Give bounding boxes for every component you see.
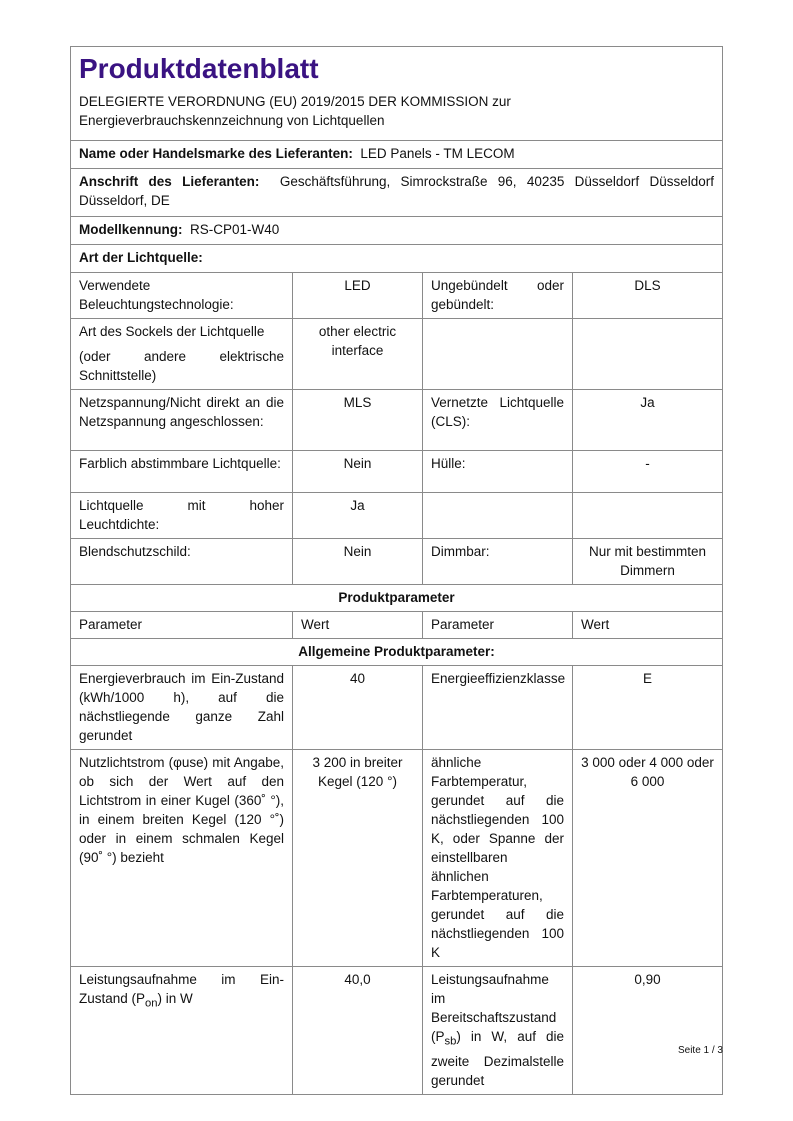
value-cell: - xyxy=(573,451,723,493)
value-cell: other electric interface xyxy=(293,319,423,390)
supplier-address-value: Geschäftsführung, Simrockstraße 96, 40235 Düsseldorf Düsseldorf Düsseldorf, DE xyxy=(79,174,714,208)
value-cell: 40,0 xyxy=(293,967,423,1095)
param-cell xyxy=(423,967,573,1095)
table-row xyxy=(71,273,723,319)
value-cell: DLS xyxy=(573,273,723,319)
param-cell xyxy=(71,967,293,1095)
supplier-name-value: LED Panels - TM LECOM xyxy=(360,146,515,161)
table-row xyxy=(71,493,723,539)
model-value: RS-CP01-W40 xyxy=(190,222,280,237)
standby-label-end: ) in W, auf die zweite Dezimalstelle gerundet xyxy=(431,1029,564,1088)
product-parameters-heading-row xyxy=(71,585,723,612)
supplier-address-row xyxy=(71,169,723,217)
subtitle-line-2: Energieverbrauchskennzeichnung von Lichtquellen xyxy=(79,113,385,128)
value-cell: Ja xyxy=(293,493,423,539)
table-row xyxy=(71,539,723,585)
supplier-name-label: Name oder Handelsmarke des Lieferanten: xyxy=(79,146,353,161)
value-cell: 3 200 in breiter Kegel (120 °) xyxy=(293,750,423,967)
product-data-sheet xyxy=(70,46,722,1095)
standby-subscript: sb xyxy=(444,1035,457,1048)
light-source-type-heading: Art der Lichtquelle: xyxy=(71,245,723,273)
value-cell: 0,90 xyxy=(573,967,723,1095)
value-cell: E xyxy=(573,666,723,750)
header-row xyxy=(71,47,723,141)
value-cell: LED xyxy=(293,273,423,319)
power-on-subscript: on xyxy=(145,997,158,1010)
supplier-name-row xyxy=(71,141,723,169)
value-cell: 3 000 oder 4 000 oder 6 000 xyxy=(573,750,723,967)
param-cell xyxy=(423,493,573,539)
column-header-row xyxy=(71,612,723,639)
param-cell: Dimmbar: xyxy=(423,539,573,585)
param-cell: Hülle: xyxy=(423,451,573,493)
general-parameters-heading: Allgemeine Produktparameter: xyxy=(71,639,723,666)
param-cell: Verwendete Beleuchtungstechnologie: xyxy=(71,273,293,319)
param-cell: Vernetzte Lichtquelle (CLS): xyxy=(423,390,573,451)
table-row xyxy=(71,319,723,390)
subtitle xyxy=(79,92,714,130)
table-row xyxy=(71,390,723,451)
param-cell: Farblich abstimmbare Lichtquelle: xyxy=(71,451,293,493)
param-cell: Energieeffizienzklasse xyxy=(423,666,573,750)
standby-label: Leistungsaufnahme im Bereitschaftszustand (P xyxy=(431,972,557,1044)
power-on-label: Leistungsaufnahme im Ein-Zustand (P xyxy=(79,972,284,1006)
power-on-label-end: ) in W xyxy=(157,991,193,1006)
table-row xyxy=(71,666,723,750)
light-source-type-heading-row xyxy=(71,245,723,273)
general-parameters-heading-row xyxy=(71,639,723,666)
subtitle-line-1: DELEGIERTE VERORDNUNG (EU) 2019/2015 DER KOMMISSION zur xyxy=(79,94,511,109)
table-row xyxy=(71,750,723,967)
model-label: Modellkennung: xyxy=(79,222,183,237)
value-cell xyxy=(573,319,723,390)
param-cell: Ungebündelt oder gebündelt: xyxy=(423,273,573,319)
page-title: Produktdatenblatt xyxy=(79,53,319,84)
column-header: Parameter xyxy=(71,612,293,639)
supplier-address-label: Anschrift des Lieferanten: xyxy=(79,174,260,189)
page-number: Seite 1 / 3 xyxy=(677,1045,723,1056)
column-header: Wert xyxy=(573,612,723,639)
model-row xyxy=(71,217,723,245)
value-cell: Nur mit bestimmten Dimmern xyxy=(573,539,723,585)
value-cell: Nein xyxy=(293,539,423,585)
socket-label-sub: (oder andere elektrische Schnittstelle) xyxy=(79,349,284,383)
table-row xyxy=(71,451,723,493)
table-row xyxy=(71,967,723,1095)
value-cell: Ja xyxy=(573,390,723,451)
param-cell xyxy=(423,319,573,390)
param-cell xyxy=(71,319,293,390)
product-parameters-heading: Produktparameter xyxy=(71,585,723,612)
value-cell: 40 xyxy=(293,666,423,750)
param-cell: Nutzlichtstrom (φuse) mit Angabe, ob sich der Wert auf den Lichtstrom in einer Kugel (360˚ °), in einem breiten Kegel (120 °˚) oder in einem schmalen Kegel (90˚ °) bezieht xyxy=(71,750,293,967)
param-cell: ähnliche Farbtemperatur, gerundet auf die nächstliegenden 100 K, oder Spanne der einstellbaren ähnlichen Farbtemperaturen, gerundet auf die nächstliegenden 100 K xyxy=(423,750,573,967)
column-header: Wert xyxy=(293,612,423,639)
socket-label: Art des Sockels der Lichtquelle xyxy=(79,324,265,339)
param-cell: Netzspannung/Nicht direkt an die Netzspannung angeschlossen: xyxy=(71,390,293,451)
param-cell: Lichtquelle mit hoher Leuchtdichte: xyxy=(71,493,293,539)
param-cell: Blendschutzschild: xyxy=(71,539,293,585)
param-cell: Energieverbrauch im Ein-Zustand (kWh/1000 h), auf die nächstliegende ganze Zahl gerundet xyxy=(71,666,293,750)
data-sheet-table xyxy=(70,46,723,1095)
value-cell: MLS xyxy=(293,390,423,451)
value-cell xyxy=(573,493,723,539)
value-cell: Nein xyxy=(293,451,423,493)
column-header: Parameter xyxy=(423,612,573,639)
